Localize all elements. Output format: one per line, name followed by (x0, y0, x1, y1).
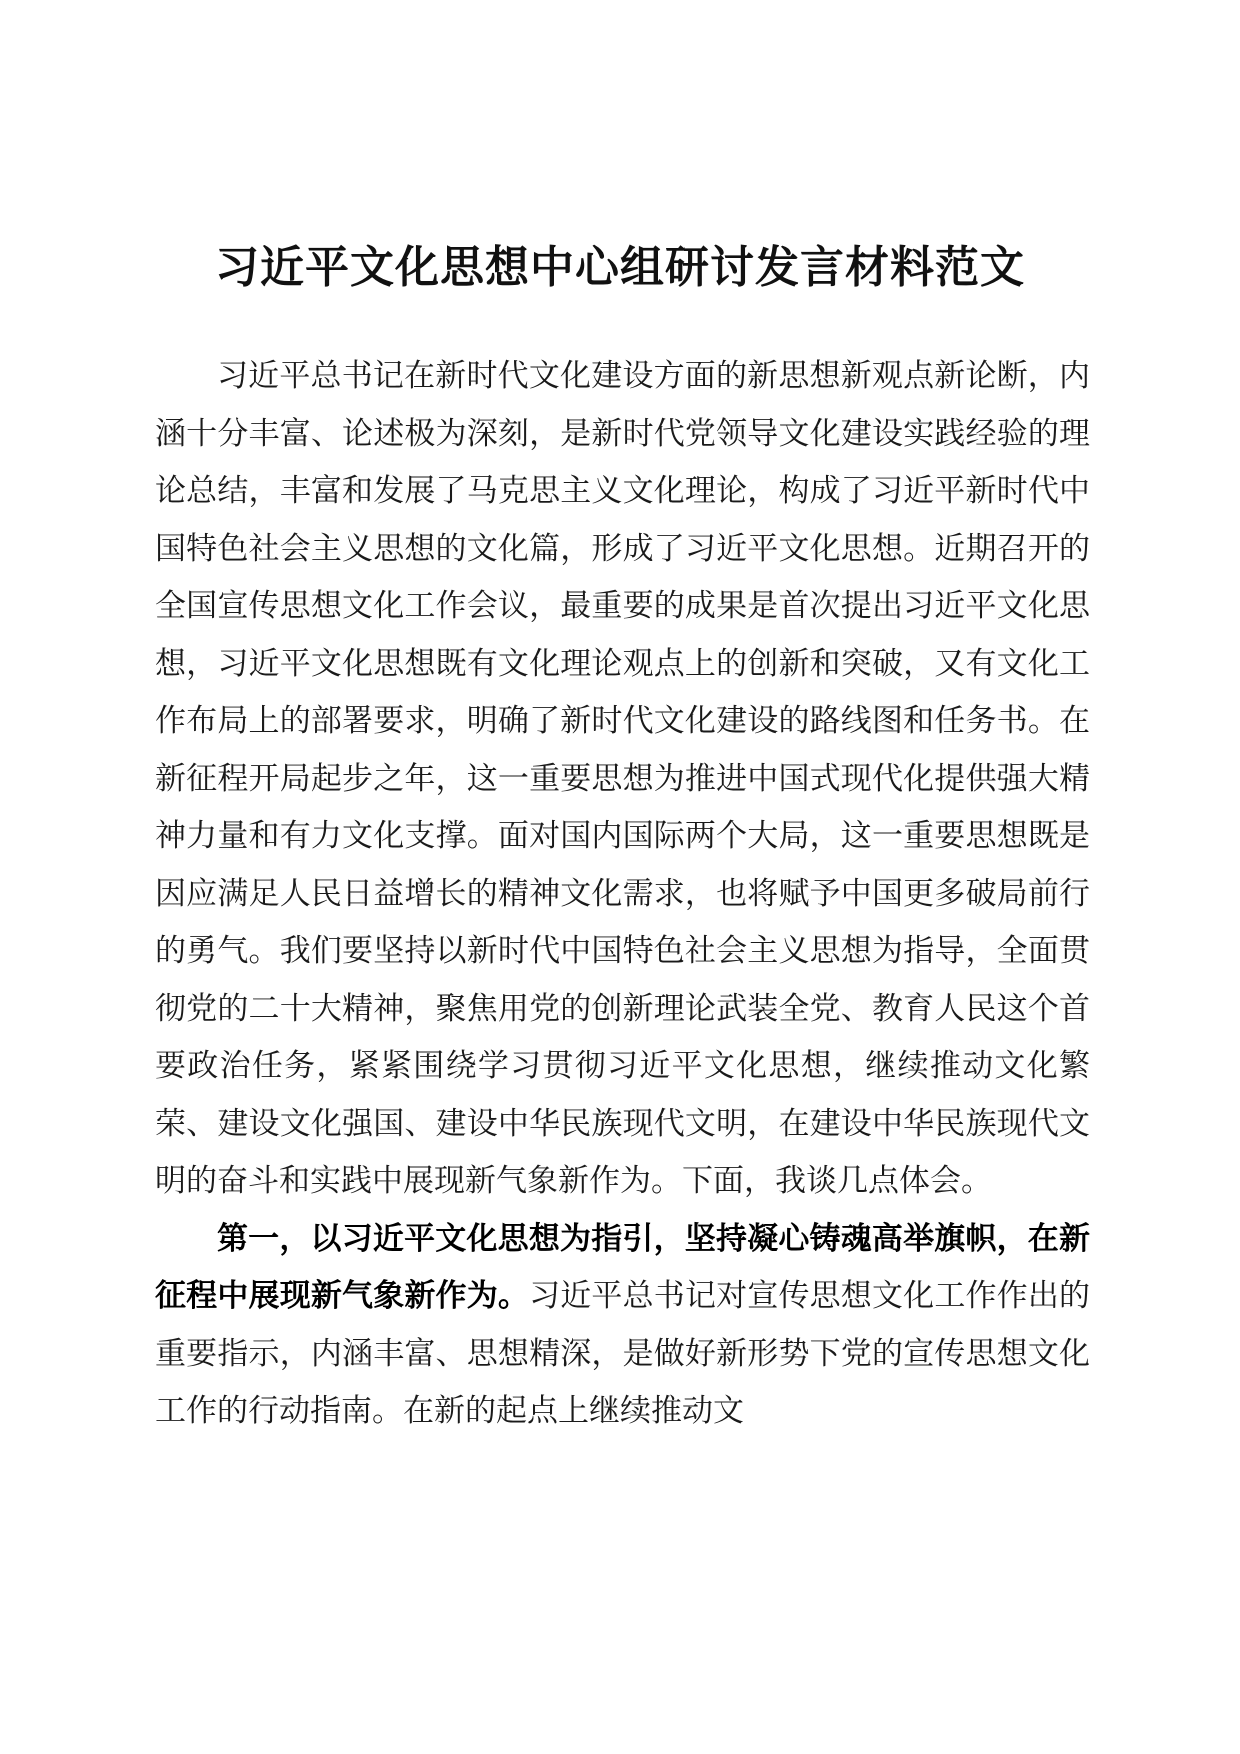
paragraph-text: 习近平总书记在新时代文化建设方面的新思想新观点新论断，内涵十分丰富、论述极为深刻，是新时代党领导文化建设实践经验的理论总结，丰富和发展了马克思主义文化理论，构成了习近平新时代中国特色社会主义思想的文化篇，形成了习近平文化思想。近期召开的全国宣传思想文化工作会议，最重要的成果是首次提出习近平文化思想，习近平文化思想既有文化理论观点上的创新和突破，又有文化工作布局上的部署要求，明确了新时代文化建设的路线图和任务书。在新征程开局起步之年，这一重要思想为推进中国式现代化提供强大精神力量和有力文化支撑。面对国内国际两个大局，这一重要思想既是因应满足人民日益增长的精神文化需求，也将赋予中国更多破局前行的勇气。我们要坚持以新时代中国特色社会主义思想为指导，全面贯彻党的二十大精神，聚焦用党的创新理论武装全党、教育人民这个首要政治任务，紧紧围绕学习贯彻习近平文化思想，继续推动文化繁荣、建设文化强国、建设中华民族现代文明，在建设中华民族现代文明的奋斗和实践中展现新气象新作为。下面，我谈几点体会。 (155, 358, 1090, 1199)
document-body (155, 348, 1090, 1441)
body-paragraph-intro (155, 348, 1090, 1211)
document-title: 习近平文化思想中心组研讨发言材料范文 (215, 242, 1025, 293)
paragraph-text: 习近平总书记对宣传思想文化工作作出的重要指示，内涵丰富、思想精深，是做好新形势下党的宣传思想文化工作的行动指南。在新的起点上继续推动文 (155, 1278, 1091, 1429)
body-paragraph-first-point (155, 1211, 1090, 1441)
point-heading: 第一，以习近平文化思想为指引，坚持凝心铸魂高举旗帜，在新征程中展现新气象新作为。 (155, 1220, 1090, 1314)
